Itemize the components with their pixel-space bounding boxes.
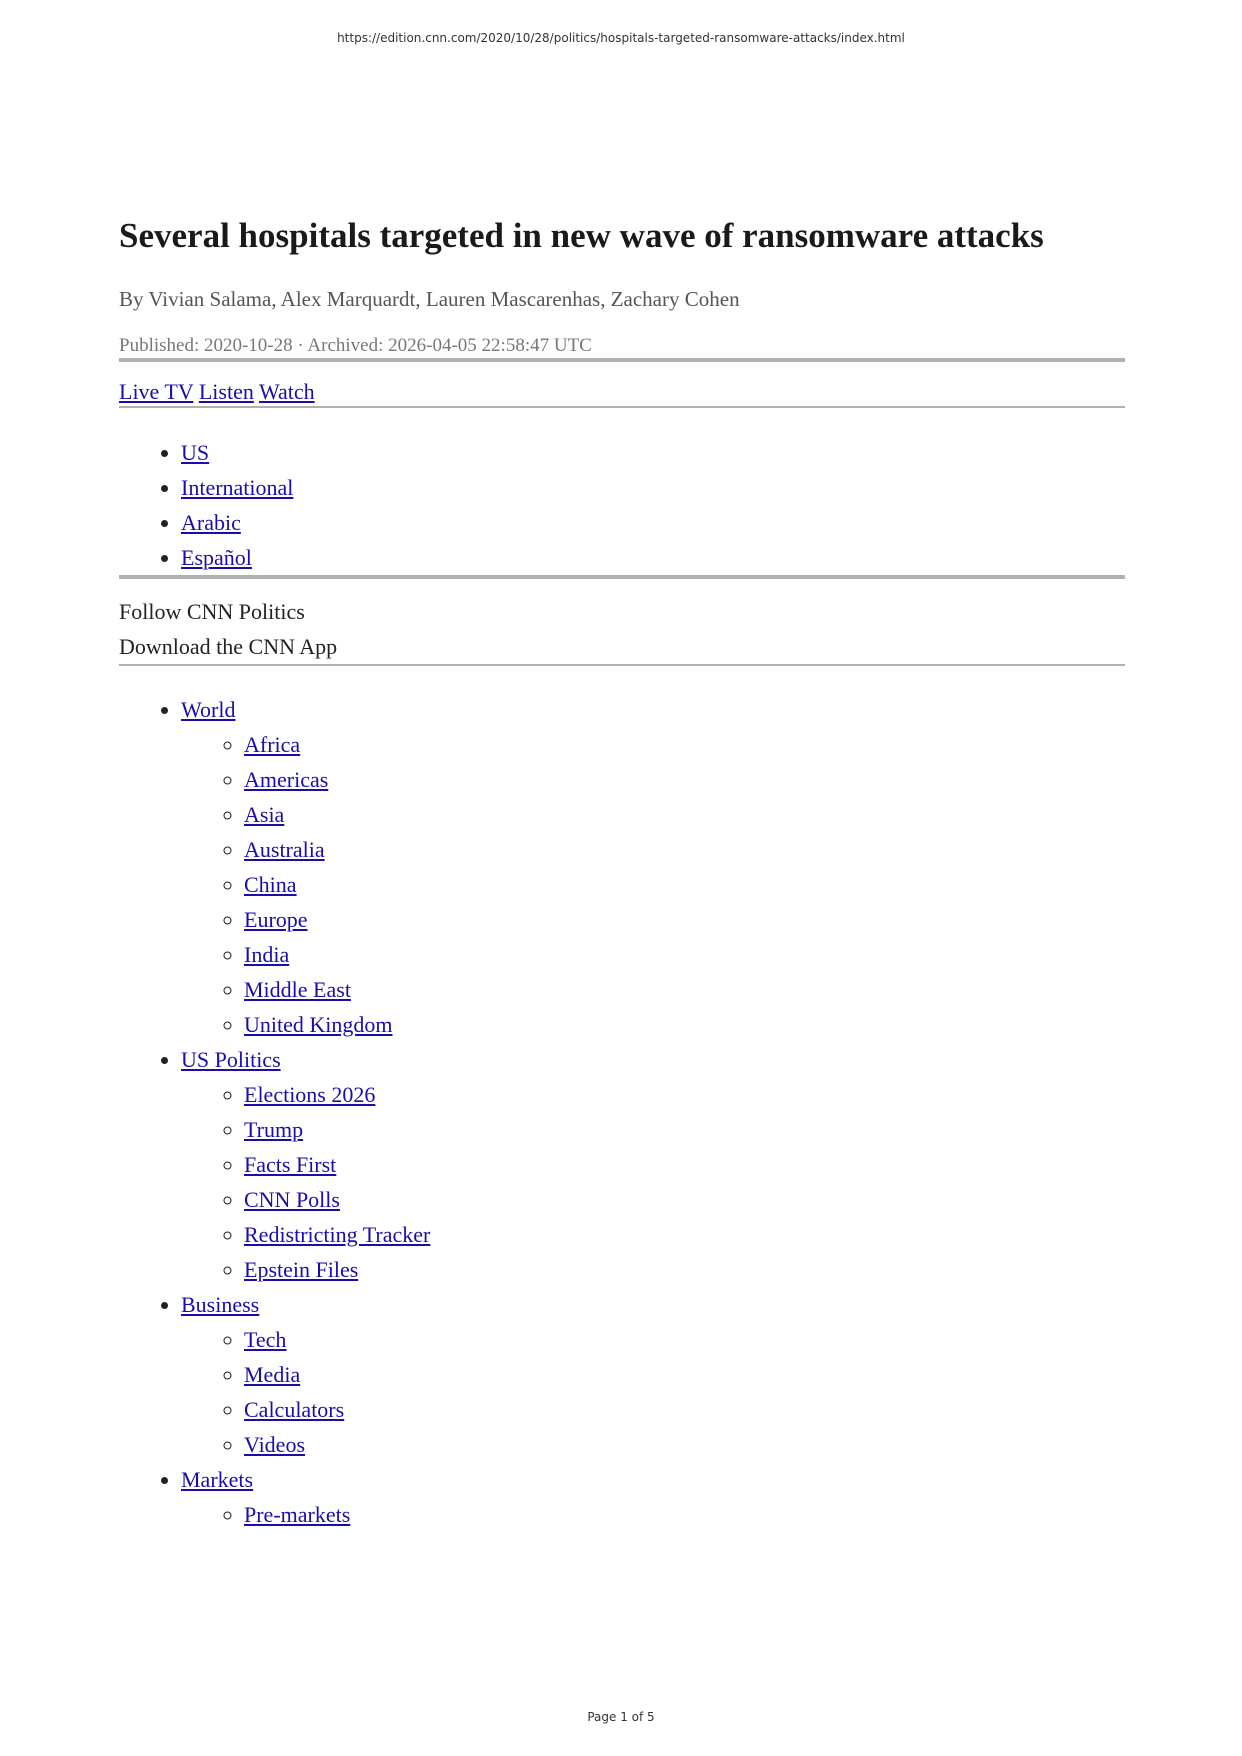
list-item	[181, 435, 1125, 470]
list-item	[181, 470, 1125, 505]
list-item	[244, 937, 1125, 972]
subnav-link[interactable]: Elections 2026	[244, 1082, 376, 1107]
edition-link-espanol[interactable]: Español	[181, 545, 252, 570]
list-item	[244, 1007, 1125, 1042]
list-item	[244, 1147, 1125, 1182]
list-item	[244, 1217, 1125, 1252]
nav-section	[181, 692, 1125, 1042]
live-tv-link[interactable]: Live TV	[119, 379, 194, 404]
subnav-link[interactable]: China	[244, 872, 297, 897]
subnav-link[interactable]: Australia	[244, 837, 325, 862]
list-item	[244, 867, 1125, 902]
follow-politics-text: Follow CNN Politics	[119, 599, 305, 624]
nav-link-business[interactable]: Business	[181, 1292, 260, 1317]
subnav-link[interactable]: Media	[244, 1362, 301, 1387]
list-item	[244, 972, 1125, 1007]
subnav-link[interactable]: Calculators	[244, 1397, 345, 1422]
subnav-link[interactable]: Trump	[244, 1117, 304, 1142]
edition-link-international[interactable]: International	[181, 475, 294, 500]
list-item	[244, 762, 1125, 797]
divider	[119, 406, 1125, 408]
follow-section	[119, 594, 1125, 664]
nav-section	[181, 1042, 1125, 1287]
subnav-list	[181, 1322, 1125, 1462]
list-item	[244, 797, 1125, 832]
list-item	[181, 540, 1125, 575]
subnav-link[interactable]: Videos	[244, 1432, 306, 1457]
listen-link[interactable]: Listen	[198, 379, 254, 404]
subnav-link[interactable]: Pre-markets	[244, 1502, 351, 1527]
live-links	[119, 378, 1125, 406]
nav-link-us-politics[interactable]: US Politics	[181, 1047, 281, 1072]
watch-link[interactable]: Watch	[258, 379, 315, 404]
subnav-list	[181, 1077, 1125, 1287]
subnav-link[interactable]: Africa	[244, 732, 301, 757]
list-item	[244, 832, 1125, 867]
list-item	[244, 1077, 1125, 1112]
subnav-link[interactable]: Tech	[244, 1327, 287, 1352]
list-item	[244, 1427, 1125, 1462]
list-item	[244, 902, 1125, 937]
page-footer: Page 1 of 5	[587, 1710, 655, 1724]
subnav-link[interactable]: India	[244, 942, 290, 967]
edition-link-arabic[interactable]: Arabic	[181, 510, 241, 535]
article-content	[119, 214, 1125, 1532]
subnav-link[interactable]: United Kingdom	[244, 1012, 393, 1037]
article-byline: By Vivian Salama, Alex Marquardt, Lauren Mascarenhas, Zachary Cohen	[119, 287, 740, 311]
divider	[119, 360, 1125, 362]
subnav-link[interactable]: Americas	[244, 767, 329, 792]
nav-link-markets[interactable]: Markets	[181, 1467, 254, 1492]
nav-link-world[interactable]: World	[181, 697, 236, 722]
subnav-list	[181, 1497, 1125, 1532]
section-nav	[119, 692, 1125, 1532]
nav-section	[181, 1287, 1125, 1462]
page-url: https://edition.cnn.com/2020/10/28/politics/hospitals-targeted-ransomware-attacks/index.html	[337, 31, 905, 45]
list-item	[244, 1182, 1125, 1217]
list-item	[244, 1252, 1125, 1287]
subnav-link[interactable]: CNN Polls	[244, 1187, 340, 1212]
list-item	[244, 1357, 1125, 1392]
list-item	[244, 727, 1125, 762]
subnav-link[interactable]: Asia	[244, 802, 285, 827]
subnav-link[interactable]: Redistricting Tracker	[244, 1222, 431, 1247]
subnav-link[interactable]: Europe	[244, 907, 308, 932]
list-item	[244, 1322, 1125, 1357]
nav-section	[181, 1462, 1125, 1532]
divider	[119, 664, 1125, 666]
list-item	[181, 505, 1125, 540]
list-item	[244, 1392, 1125, 1427]
list-item	[244, 1497, 1125, 1532]
list-item	[244, 1112, 1125, 1147]
edition-list	[119, 435, 1125, 575]
article-meta: Published: 2020-10-28 · Archived: 2026-04-05 22:58:47 UTC	[119, 335, 592, 356]
edition-link-us[interactable]: US	[181, 440, 210, 465]
divider	[119, 577, 1125, 579]
article-title: Several hospitals targeted in new wave of ransomware attacks	[119, 216, 1044, 255]
subnav-link[interactable]: Middle East	[244, 977, 351, 1002]
subnav-link[interactable]: Facts First	[244, 1152, 337, 1177]
subnav-list	[181, 727, 1125, 1042]
subnav-link[interactable]: Epstein Files	[244, 1257, 359, 1282]
download-app-text: Download the CNN App	[119, 634, 338, 659]
